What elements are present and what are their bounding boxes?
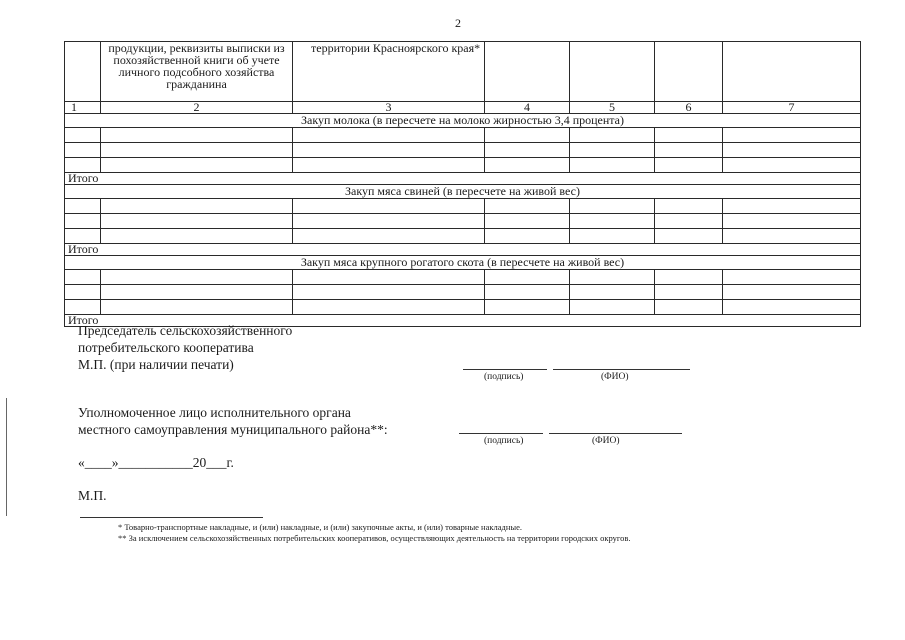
section-title-cattle: Закуп мяса крупного рогатого скота (в пересчете на живой вес) (65, 256, 861, 270)
total-label: Итого (65, 244, 861, 256)
column-number: 5 (570, 102, 655, 114)
authorized-name-line (549, 433, 682, 434)
footnote-rule (80, 517, 263, 518)
date-line: «____»___________20___г. (78, 455, 234, 470)
total-row (65, 244, 861, 256)
authorized-sign-caption: (подпись) (484, 436, 524, 446)
header-cell-1 (65, 42, 101, 102)
section-title-row (65, 114, 861, 128)
chairman-name-caption: (ФИО) (601, 372, 629, 382)
header-cell-7 (723, 42, 861, 102)
table-row (65, 143, 861, 158)
table-row (65, 214, 861, 229)
scan-margin-mark (6, 398, 7, 516)
table-row (65, 229, 861, 244)
footnote-2: ** За исключением сельскохозяйственных потребительских кооперативов, осуществляющих деятельность на территории городских округов. (118, 533, 631, 543)
chairman-signature-block (78, 322, 292, 373)
total-label: Итого (65, 173, 861, 185)
authorized-title-line2: местного самоуправления муниципального района**: (78, 422, 388, 437)
chairman-title-line3: М.П. (при наличии печати) (78, 357, 234, 372)
column-number: 2 (101, 102, 293, 114)
table-header-row (65, 42, 861, 102)
table-row (65, 270, 861, 285)
total-row (65, 173, 861, 185)
column-number: 3 (293, 102, 485, 114)
chairman-sign-caption: (подпись) (484, 372, 524, 382)
authorized-title-line1: Уполномоченное лицо исполнительного органа (78, 405, 351, 420)
page-number: 2 (455, 16, 461, 30)
table-row (65, 128, 861, 143)
header-cell-5 (570, 42, 655, 102)
chairman-title-line1: Председатель сельскохозяйственного (78, 323, 293, 338)
column-number: 1 (65, 102, 101, 114)
table-row (65, 158, 861, 173)
stamp-label: М.П. (78, 488, 107, 503)
total-label: Итого (65, 315, 861, 327)
chairman-name-line (553, 369, 690, 370)
header-cell-2: продукции, реквизиты выписки из похозяйственной книги об учете личного подсобного хозяйства гражданина (101, 42, 293, 102)
header-cell-3: территории Красноярского края* (293, 42, 485, 102)
section-title-row (65, 256, 861, 270)
chairman-title-line2: потребительского кооператива (78, 340, 254, 355)
column-number: 6 (655, 102, 723, 114)
procurement-table (64, 41, 861, 327)
authorized-signature-line (459, 433, 543, 434)
table-row (65, 285, 861, 300)
section-title-pork: Закуп мяса свиней (в пересчете на живой вес) (65, 185, 861, 199)
section-title-row (65, 185, 861, 199)
table-row (65, 300, 861, 315)
column-number: 7 (723, 102, 861, 114)
table-row (65, 199, 861, 214)
column-number-row (65, 102, 861, 114)
column-number: 4 (485, 102, 570, 114)
header-cell-4 (485, 42, 570, 102)
authorized-signature-block (78, 404, 388, 438)
authorized-name-caption: (ФИО) (592, 436, 620, 446)
footnote-1: * Товарно-транспортные накладные, и (или) накладные, и (или) закупочные акты, и (или) товарные накладные. (118, 522, 522, 532)
chairman-signature-line (463, 369, 547, 370)
header-cell-6 (655, 42, 723, 102)
section-title-milk: Закуп молока (в пересчете на молоко жирностью 3,4 процента) (65, 114, 861, 128)
